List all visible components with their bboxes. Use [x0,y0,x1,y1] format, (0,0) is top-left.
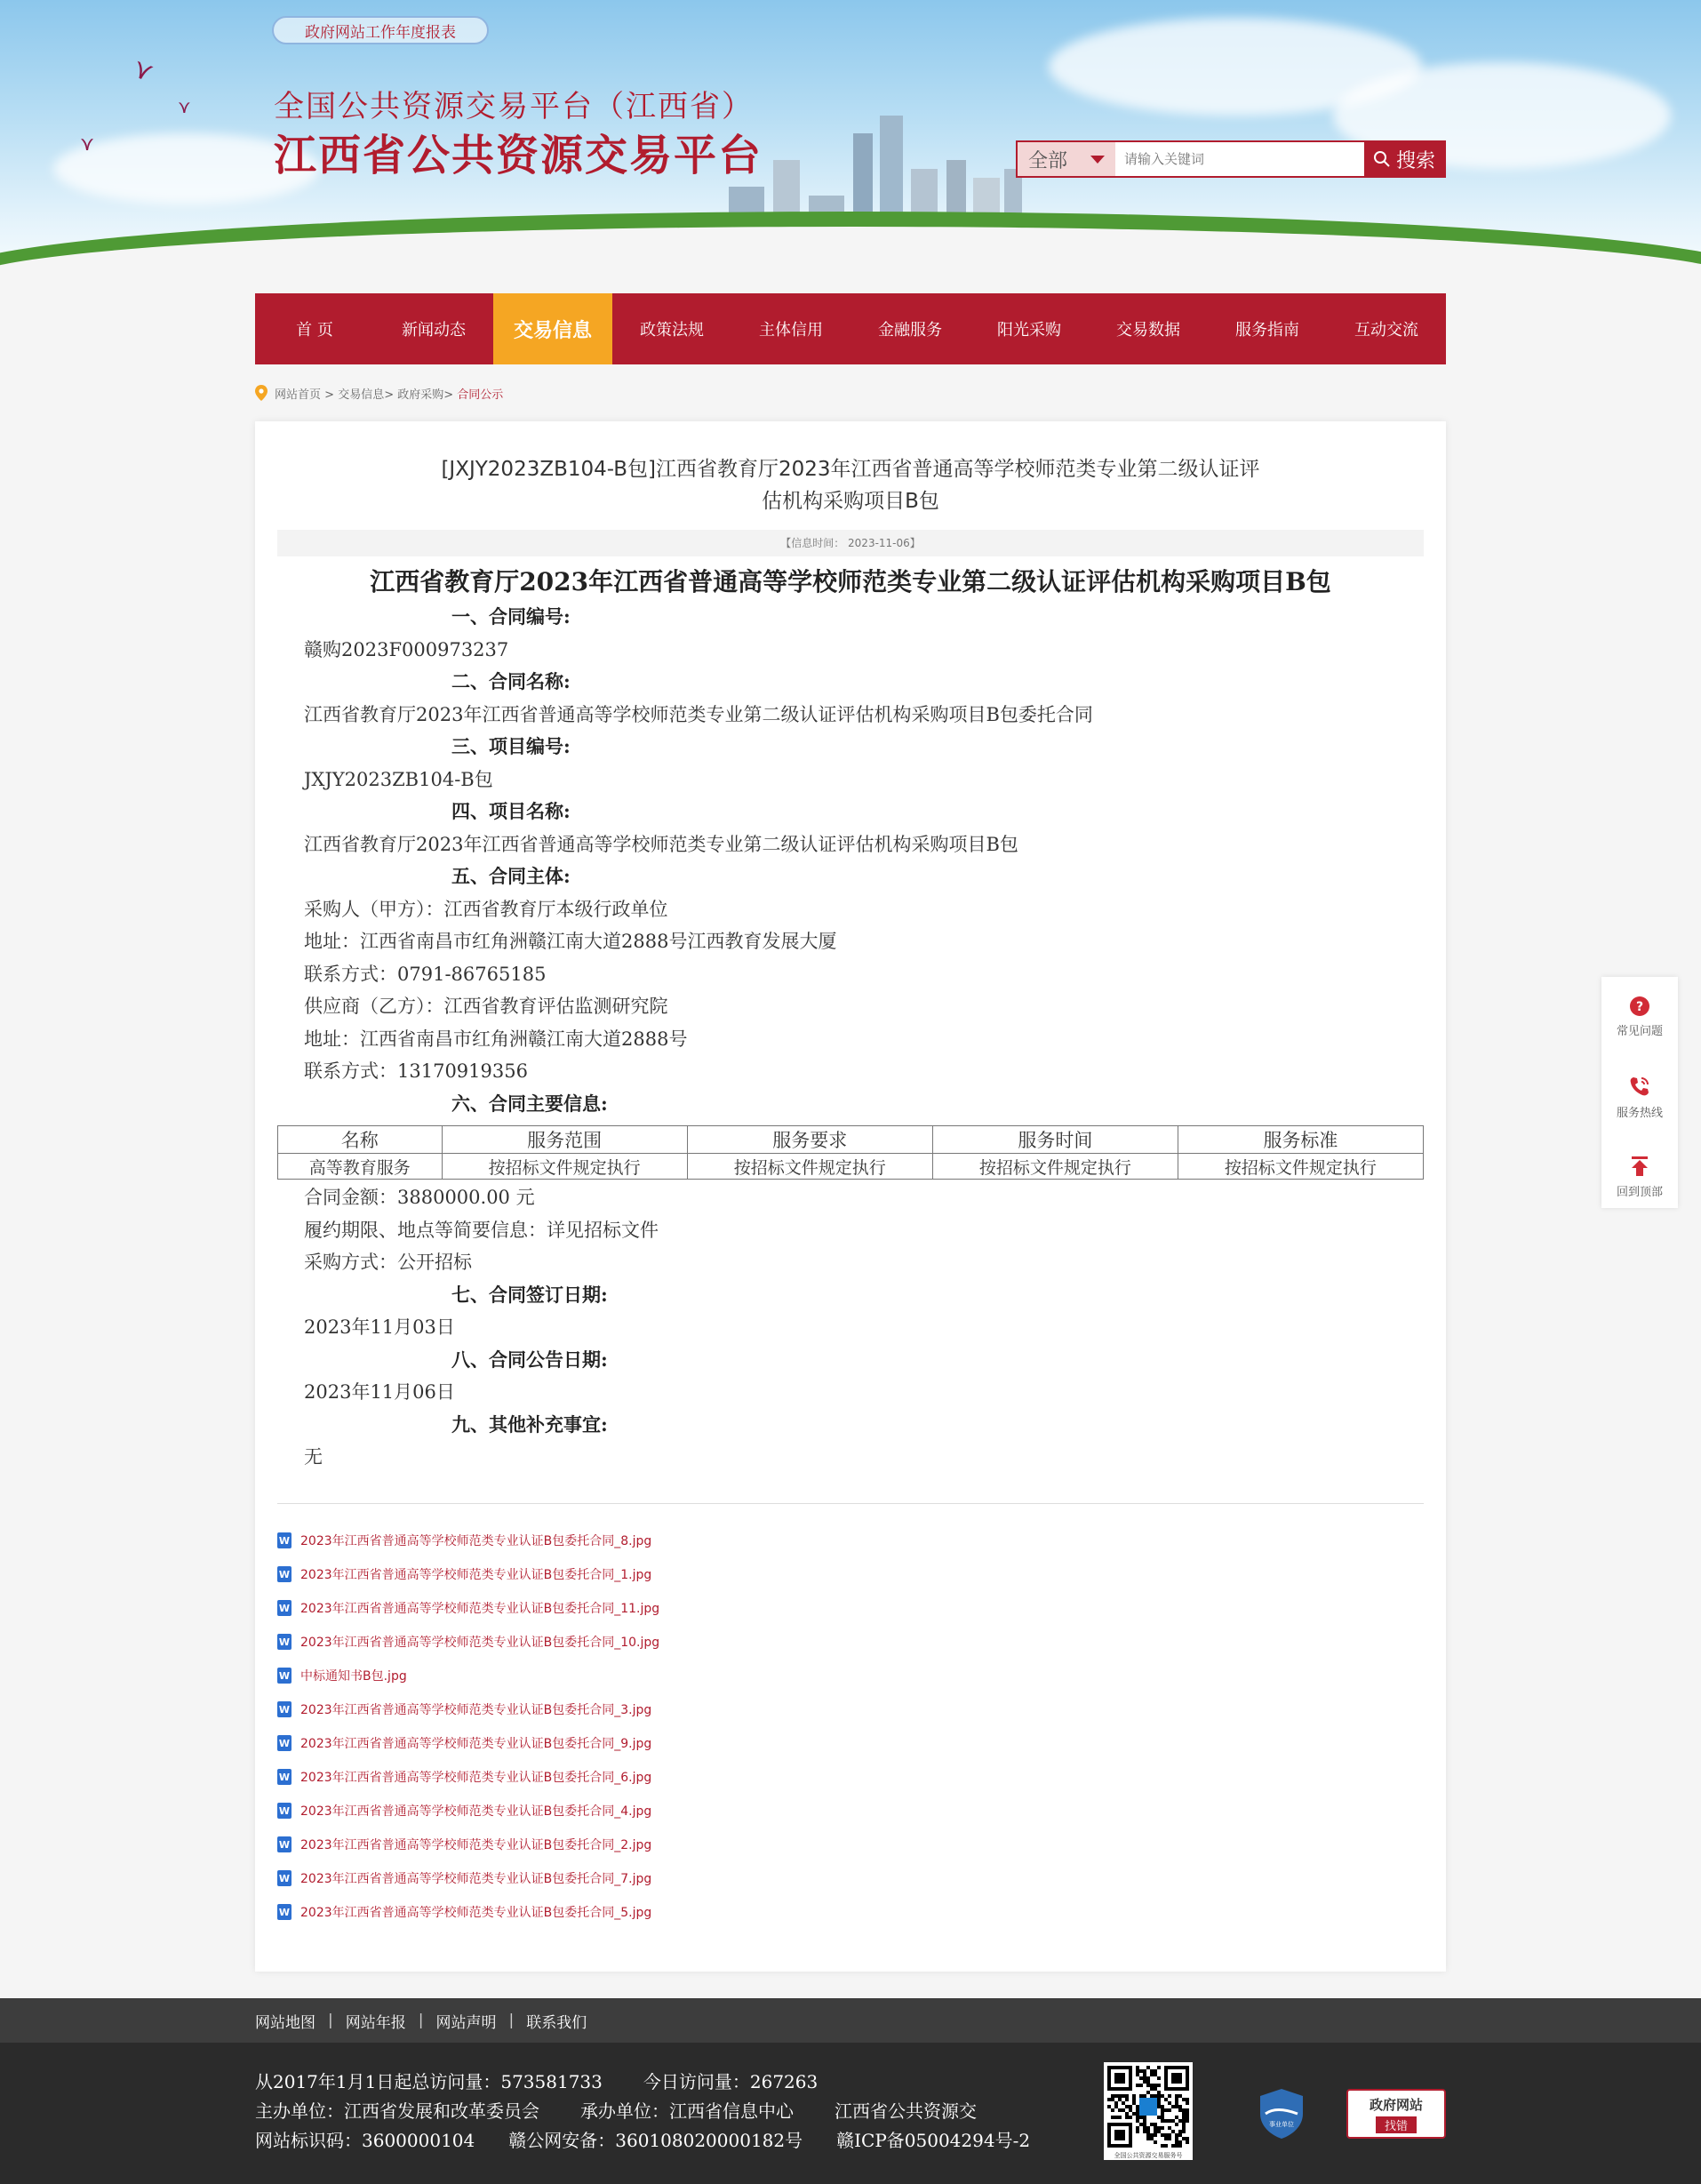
separator: | [508,2012,515,2029]
word-doc-icon: W [277,1769,291,1785]
svg-text:?: ? [1635,999,1644,1014]
announce-date: 2023年11月06日 [304,1381,455,1403]
gov-site-error-badge[interactable] [1346,2089,1446,2139]
word-doc-icon: W [277,1532,291,1548]
attachment-link[interactable]: 2023年江西省普通高等学校师范类专业认证B包委托合同_4.jpg [300,1804,652,1819]
police-record: 赣公网安备：360108020000182号 [508,2130,803,2151]
nav-item-9[interactable]: 互动交流 [1354,321,1418,340]
search-icon [1373,150,1391,168]
qr-caption: 全国公共资源交易服务号 [1114,2152,1183,2159]
search-button[interactable] [1364,142,1444,176]
footer-info [255,2068,1071,2156]
attachment-link[interactable]: 2023年江西省普通高等学校师范类专业认证B包委托合同_6.jpg [300,1771,652,1785]
footer-nav [0,1998,1701,2043]
article-panel [255,421,1446,1972]
word-doc-icon: W [277,1803,291,1819]
attachment-link[interactable]: 2023年江西省普通高等学校师范类专业认证B包委托合同_11.jpg [300,1602,660,1616]
organizer: 承办单位：江西省信息中心 [580,2100,794,2122]
public-institution-badge[interactable] [1257,2087,1306,2140]
table-cell: 按招标文件规定执行 [687,1154,932,1180]
attachment-link[interactable]: 中标通知书B包.jpg [300,1669,407,1684]
table-header-cell: 服务范围 [442,1126,687,1154]
attachment-link[interactable]: 2023年江西省普通高等学校师范类专业认证B包委托合同_5.jpg [300,1906,652,1920]
search-bar [1016,140,1446,178]
nav-item-0[interactable]: 首 页 [296,321,333,340]
attachment-item[interactable] [277,1726,1077,1760]
separator: | [328,2012,333,2029]
performance-info: 履约期限、地点等简要信息：详见招标文件 [304,1219,659,1241]
word-doc-icon: W [277,1870,291,1886]
section-heading: 三、项目编号: [451,735,571,757]
nav-item-4[interactable]: 主体信用 [759,321,823,340]
site-title-line1: 全国公共资源交易平台（江西省） [274,90,754,124]
attachment-item[interactable] [277,1692,1077,1726]
annual-report-link[interactable]: 政府网站工作年度报表 [272,16,489,44]
table-header-row [278,1126,1424,1154]
nav-item-1[interactable]: 新闻动态 [402,321,466,340]
question-icon [1630,996,1649,1016]
contract-number: 赣购2023F000973237 [304,638,509,660]
other-matters: 无 [304,1446,323,1468]
section-heading: 五、合同主体: [451,865,571,887]
hotline-label: 服务热线 [1616,1106,1663,1120]
search-scope-select[interactable] [1018,142,1115,176]
party-line: 供应商（乙方）：江西省教育评估监测研究院 [304,996,668,1017]
attachment-item[interactable] [277,1828,1077,1861]
bird-icon: ⋎ [128,52,158,89]
attachment-link[interactable]: 2023年江西省普通高等学校师范类专业认证B包委托合同_10.jpg [300,1636,660,1650]
back-to-top-label: 回到顶部 [1616,1185,1663,1199]
site-title-line2: 江西省公共资源交易平台 [274,131,763,180]
attachment-item[interactable] [277,1794,1077,1828]
breadcrumb-current[interactable]: 合同公示 [457,388,504,402]
badge-unit-text: 事业单位 [1269,2121,1294,2128]
breadcrumb-gov-procurement[interactable]: 政府采购 [397,388,444,402]
section-heading: 二、合同名称: [451,670,571,692]
chevron-down-icon [1090,156,1105,164]
table-header-cell: 名称 [278,1126,443,1154]
attachment-link[interactable]: 2023年江西省普通高等学校师范类专业认证B包委托合同_7.jpg [300,1872,652,1886]
attachment-item[interactable] [277,1659,1077,1692]
hotline-button[interactable] [1601,1057,1678,1137]
attachment-item[interactable] [277,1557,1077,1591]
attachment-link[interactable]: 2023年江西省普通高等学校师范类专业认证B包委托合同_2.jpg [300,1838,652,1852]
attachment-item[interactable] [277,1591,1077,1625]
table-cell: 按招标文件规定执行 [442,1154,687,1180]
platform-name: 江西省公共资源交 [835,2100,977,2122]
icp-record[interactable]: 赣ICP备05004294号-2 [836,2130,1031,2151]
table-cell: 按招标文件规定执行 [1178,1154,1423,1180]
section-heading: 六、合同主要信息: [451,1092,608,1115]
party-line: 采购人（甲方）：江西省教育厅本级行政单位 [304,898,668,920]
party-line: 地址：江西省南昌市红角洲赣江南大道2888号江西教育发展大厦 [304,931,837,952]
sponsor: 主办单位：江西省发展和改革委员会 [255,2100,539,2122]
table-row [278,1154,1424,1180]
site-footer [0,2043,1701,2184]
main-nav [255,293,1446,364]
faq-label: 常见问题 [1616,1024,1663,1038]
table-header-cell: 服务时间 [932,1126,1178,1154]
visits-total: 从2017年1月1日起总访问量：573581733 [255,2071,603,2092]
project-number: JXJY2023ZB104-B包 [304,768,493,790]
info-time: 【信息时间： 2023-11-06】 [277,530,1424,556]
search-button-label: 搜索 [1395,149,1435,172]
attachment-item[interactable] [277,1861,1077,1895]
document-title: 江西省教育厅2023年江西省普通高等学校师范类专业第二级认证评估机构采购项目B包 [370,567,1331,596]
search-input[interactable] [1115,142,1364,176]
footer-link-contact[interactable]: 联系我们 [526,2013,587,2032]
separator: | [418,2012,424,2029]
word-doc-icon: W [277,1566,291,1582]
table-cell: 高等教育服务 [278,1154,443,1180]
nav-item-3[interactable]: 政策法规 [640,321,704,340]
section-heading: 九、其他补充事宜: [451,1412,608,1436]
project-name: 江西省教育厅2023年江西省普通高等学校师范类专业第二级认证评估机构采购项目B包 [304,833,1018,855]
word-doc-icon: W [277,1668,291,1684]
qr-code [1104,2062,1193,2160]
footer-link-statement[interactable]: 网站声明 [435,2013,497,2032]
faq-button[interactable] [1601,977,1678,1057]
section-heading: 四、项目名称: [451,800,571,822]
table-header-cell: 服务要求 [687,1126,932,1154]
arrow-up-icon [1629,1156,1650,1177]
table-header-cell: 服务标准 [1178,1126,1423,1154]
attachment-item[interactable] [277,1895,1077,1929]
party-line: 地址：江西省南昌市红角洲赣江南大道2888号 [304,1028,688,1050]
badge-error-text: 找错 [1376,2116,1417,2133]
back-to-top-button[interactable] [1601,1137,1678,1217]
visits-today: 今日访问量：267263 [643,2071,819,2092]
party-line: 联系方式：0791-86765185 [304,963,547,985]
section-heading: 八、合同公告日期: [451,1348,608,1371]
location-pin-icon [255,385,268,401]
breadcrumb-trade-info[interactable]: 交易信息 [338,388,385,402]
phone-icon [1628,1075,1651,1098]
site-id: 网站标识码：3600000104 [255,2130,475,2151]
sign-date: 2023年11月03日 [304,1316,455,1338]
attachment-item[interactable] [277,1625,1077,1659]
word-doc-icon: W [277,1904,291,1920]
party-line: 联系方式：13170919356 [304,1060,528,1082]
contract-amount: 合同金额：3880000.00 元 [304,1187,535,1208]
attachment-link[interactable]: 2023年江西省普通高等学校师范类专业认证B包委托合同_8.jpg [300,1534,652,1548]
nav-item-5[interactable]: 金融服务 [878,321,942,340]
nav-item-6[interactable]: 阳光采购 [997,321,1061,340]
word-doc-icon: W [277,1634,291,1650]
word-doc-icon: W [277,1836,291,1852]
word-doc-icon: W [277,1600,291,1616]
side-toolbar [1601,977,1678,1208]
attachment-item[interactable] [277,1524,1077,1557]
shield-icon [1257,2087,1306,2140]
attachment-link[interactable]: 2023年江西省普通高等学校师范类专业认证B包委托合同_3.jpg [300,1703,652,1717]
word-doc-icon: W [277,1701,291,1717]
breadcrumb-home[interactable]: 网站首页 [275,388,322,402]
contract-info-table [277,1125,1424,1180]
page-title: [JXJY2023ZB104-B包]江西省教育厅2023年江西省普通高等学校师范类专业第二级认证评估机构采购项目B包 [441,458,1260,513]
procurement-method: 采购方式：公开招标 [304,1252,472,1273]
qr-code-icon [1107,2066,1189,2148]
contract-document [277,564,1424,1474]
attachment-link[interactable]: 2023年江西省普通高等学校师范类专业认证B包委托合同_1.jpg [300,1568,652,1582]
word-doc-icon: W [277,1735,291,1751]
nav-item-7[interactable]: 交易数据 [1116,321,1180,340]
divider [277,1503,1424,1504]
nav-item-8[interactable]: 服务指南 [1235,321,1299,340]
contract-name: 江西省教育厅2023年江西省普通高等学校师范类专业第二级认证评估机构采购项目B包委托合同 [304,703,1093,725]
bird-icon: ⋎ [178,96,191,117]
badge-gov-text: 政府网站 [1369,2096,1423,2113]
footer-link-sitemap[interactable]: 网站地图 [255,2013,315,2032]
bird-icon: ⋎ [80,133,95,156]
section-heading: 一、合同编号: [451,605,571,628]
table-cell: 按招标文件规定执行 [932,1154,1178,1180]
attachment-list [277,1524,1077,1929]
site-header [0,0,1701,293]
breadcrumb: 网站首页 > 交易信息> 政府采购> 合同公示 [255,382,503,404]
search-scope-value: 全部 [1028,149,1068,172]
footer-link-annual[interactable]: 网站年报 [345,2013,406,2032]
attachment-link[interactable]: 2023年江西省普通高等学校师范类专业认证B包委托合同_9.jpg [300,1737,652,1751]
section-heading: 七、合同签订日期: [451,1283,608,1306]
nav-item-2[interactable]: 交易信息 [493,293,612,364]
attachment-item[interactable] [277,1760,1077,1794]
